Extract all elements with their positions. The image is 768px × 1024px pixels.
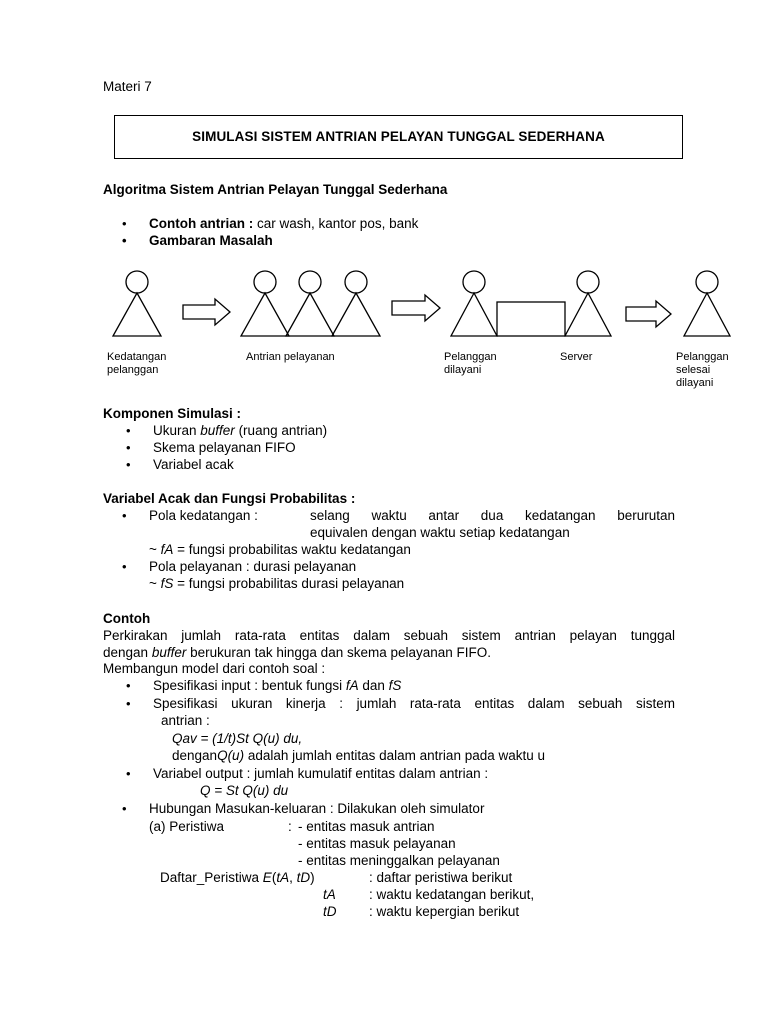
- label-pelanggan-dilayani-1: Pelanggan: [444, 351, 497, 363]
- server-box: [497, 302, 565, 336]
- label-kedatangan: Kedatangan: [107, 351, 167, 363]
- q-formula: Q = St Q(u) du: [200, 783, 289, 798]
- daftar-peristiwa-desc: : daftar peristiwa berikut: [369, 870, 513, 885]
- contoh-paragraph-2: Membangun model dari contoh soal :: [103, 661, 326, 676]
- label-selesai-1: Pelanggan: [676, 351, 729, 363]
- peristiwa-colon: :: [288, 819, 292, 834]
- peristiwa-label: (a) Peristiwa: [149, 819, 225, 834]
- list-item: • Variabel output : jumlah kumulatif entitas dalam antrian :: [153, 765, 488, 782]
- list-item: [149, 215, 418, 232]
- fa-definition: ~ fA = fungsi probabilitas waktu kedatangan: [149, 542, 411, 557]
- customer-figure-icon: [113, 271, 161, 336]
- contoh-antrian-text: car wash, kantor pos, bank: [257, 216, 419, 231]
- ta-symbol: tA: [323, 887, 336, 902]
- customer-figure-icon: [332, 271, 380, 336]
- td-symbol: tD: [323, 904, 337, 919]
- list-item: • Spesifikasi input : bentuk fungsi fA dan fS: [153, 677, 401, 694]
- label-antrian: Antrian pelayanan: [246, 351, 335, 363]
- label-server: Server: [560, 351, 593, 363]
- pola-kedatangan-text: selang waktu antar dua kedatangan berurutan: [310, 508, 675, 523]
- server-figure-icon: [565, 271, 611, 336]
- label-pelanggan-dilayani-2: dilayani: [444, 364, 482, 376]
- pola-kedatangan-label: • Pola kedatangan :: [149, 507, 258, 524]
- daftar-peristiwa: Daftar_Peristiwa E(tA, tD): [160, 870, 315, 885]
- algoritma-heading: Algoritma Sistem Antrian Pelayan Tunggal Sederhana: [103, 182, 448, 197]
- label-selesai-2: selesai: [676, 364, 711, 376]
- peristiwa-3: - entitas meninggalkan pelayanan: [298, 853, 500, 868]
- arrow-right-icon: [183, 299, 230, 325]
- ta-desc: : waktu kedatangan berikut,: [369, 887, 535, 902]
- list-item: • Ukuran buffer (ruang antrian): [153, 422, 327, 439]
- page-title: SIMULASI SISTEM ANTRIAN PELAYAN TUNGGAL SEDERHANA: [192, 129, 605, 144]
- arrow-right-icon: [392, 295, 440, 321]
- arrow-right-icon: [626, 301, 671, 327]
- pola-pelayanan: • Pola pelayanan : durasi pelayanan: [149, 558, 356, 575]
- customer-figure-icon: [684, 271, 730, 336]
- list-item: • Variabel acak: [153, 456, 234, 473]
- peristiwa-2: - entitas masuk pelayanan: [298, 836, 456, 851]
- contoh-antrian-label: Contoh antrian :: [149, 216, 254, 231]
- materi-label: Materi 7: [103, 79, 152, 94]
- label-pelanggan: pelanggan: [107, 364, 159, 376]
- pola-kedatangan-text-2: equivalen dengan waktu setiap kedatangan: [310, 525, 570, 540]
- list-item: • Spesifikasi ukuran kinerja : jumlah rata-rata entitas dalam sebuah sistem: [153, 695, 675, 712]
- peristiwa-1: - entitas masuk antrian: [298, 819, 435, 834]
- kinerja-line-2: antrian :: [161, 713, 210, 728]
- qav-formula: Qav = (1/t)St Q(u) du,: [172, 731, 303, 746]
- contoh-paragraph-1: Perkirakan jumlah rata-rata entitas dalam sebuah sistem antrian pelayan tunggal: [103, 628, 675, 643]
- td-desc: : waktu kepergian berikut: [369, 904, 520, 919]
- queue-diagram: [0, 260, 768, 350]
- contoh-heading: Contoh: [103, 611, 151, 626]
- customer-figure-icon: [241, 271, 289, 336]
- label-selesai-3: dilayani: [676, 377, 714, 389]
- list-item: • Skema pelayanan FIFO: [153, 439, 296, 456]
- gambaran-masalah: • Gambaran Masalah: [149, 232, 273, 249]
- customer-figure-icon: [286, 271, 334, 336]
- list-item: • Hubungan Masukan-keluaran : Dilakukan oleh simulator: [149, 800, 484, 817]
- komponen-heading: Komponen Simulasi :: [103, 406, 242, 421]
- fs-definition: ~ fS = fungsi probabilitas durasi pelayanan: [149, 576, 405, 591]
- variabel-heading: Variabel Acak dan Fungsi Probabilitas :: [103, 491, 356, 506]
- customer-figure-icon: [451, 271, 497, 336]
- qu-definition: denganQ(u) adalah jumlah entitas dalam antrian pada waktu u: [172, 748, 546, 763]
- contoh-paragraph-1b: dengan buffer berukuran tak hingga dan skema pelayanan FIFO.: [103, 645, 492, 660]
- title-box: [114, 115, 683, 159]
